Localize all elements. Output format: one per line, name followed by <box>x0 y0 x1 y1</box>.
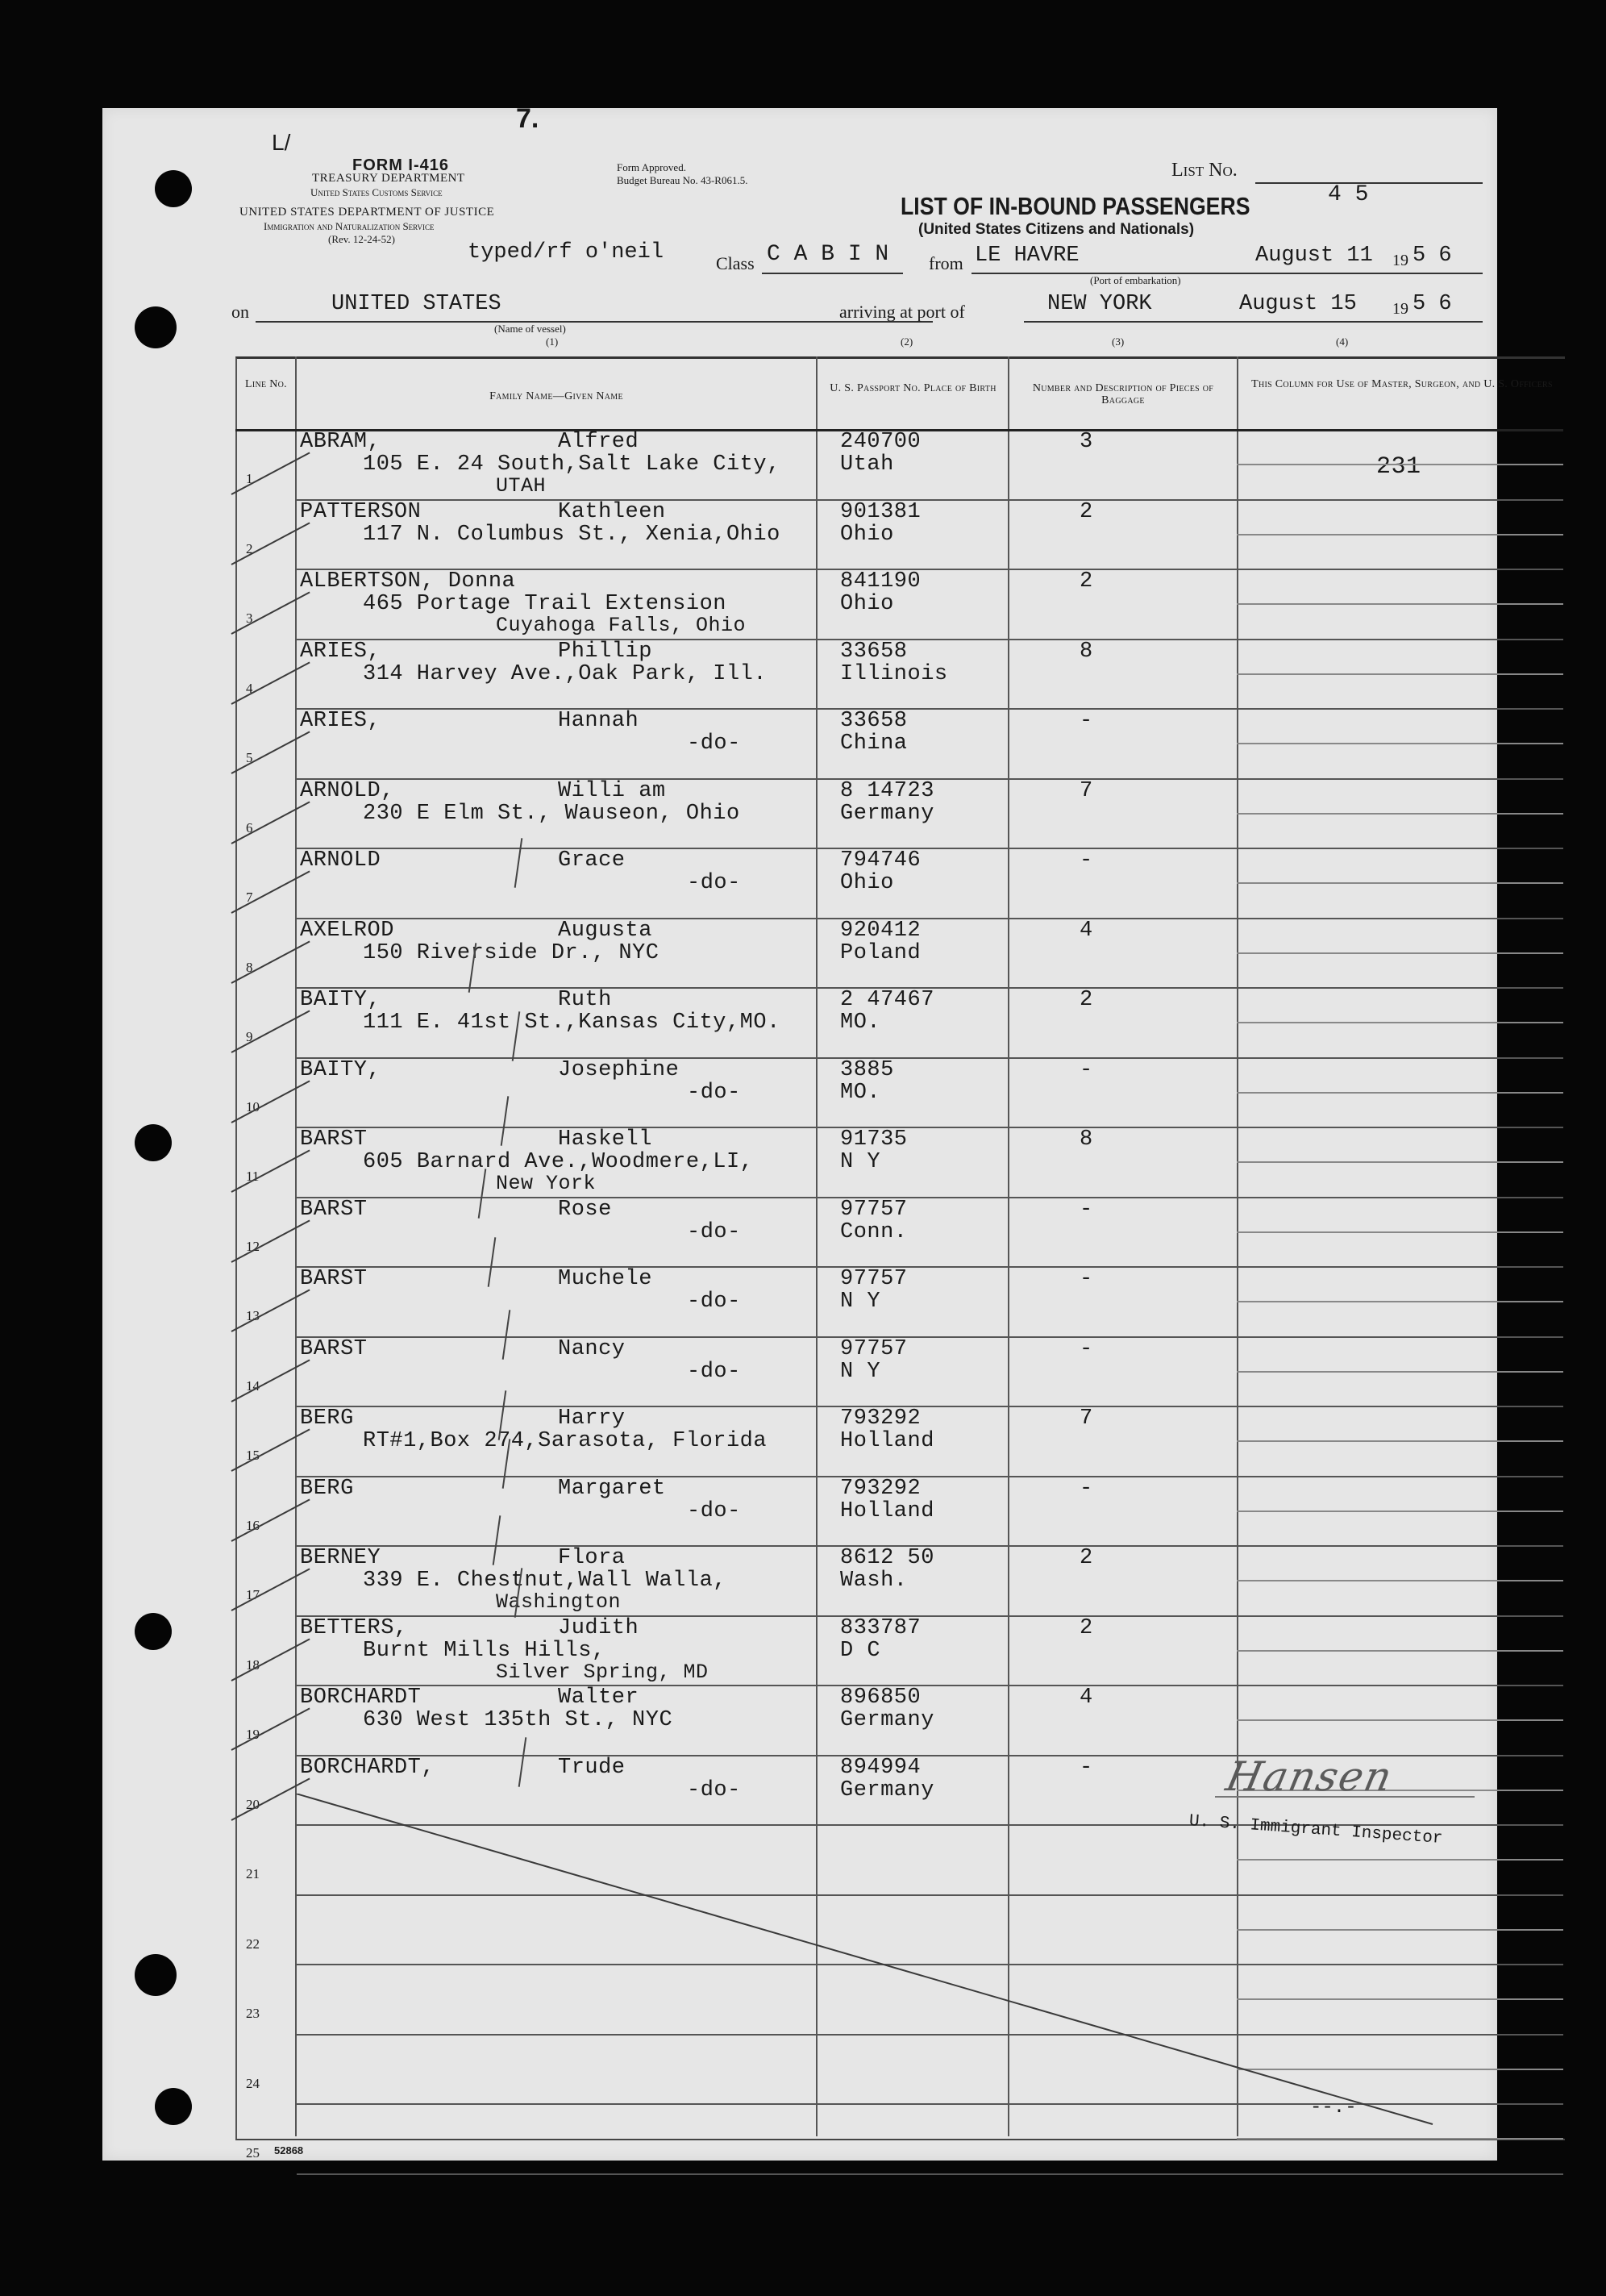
place-of-birth: Germany <box>840 801 934 826</box>
line-number: 9 <box>246 1029 253 1044</box>
officer-mid-line <box>1237 952 1563 954</box>
officer-mid-line <box>1237 1371 1563 1373</box>
address-line-2: Silver Spring, MD <box>496 1660 709 1684</box>
passport-number: 91735 <box>840 1127 908 1152</box>
address-line-1: 605 Barnard Ave.,Woodmere,LI, <box>363 1150 754 1174</box>
given-name: Haskell <box>558 1127 652 1152</box>
departure-year-prefix: 19 <box>1392 252 1408 269</box>
row-divider <box>297 1406 1563 1407</box>
address-line-1: -do- <box>687 731 741 756</box>
place-of-birth: N Y <box>840 1150 881 1174</box>
baggage-count: 2 <box>1080 1546 1093 1570</box>
given-name: Phillip <box>558 639 652 664</box>
passport-number: 793292 <box>840 1406 922 1431</box>
address-line-1: 117 N. Columbus St., Xenia,Ohio <box>363 522 780 547</box>
row-divider <box>297 708 1563 710</box>
given-name: Grace <box>558 848 626 873</box>
family-name: BARST <box>300 1336 368 1361</box>
revision: (Rev. 12-24-52) <box>328 233 395 245</box>
passport-number: 97757 <box>840 1336 908 1361</box>
row-divider <box>297 1127 1563 1128</box>
family-name: BERG <box>300 1476 354 1501</box>
given-name: Margaret <box>558 1476 666 1501</box>
corner-mark: L/ <box>272 130 291 155</box>
baggage-count: 3 <box>1080 430 1093 454</box>
baggage-count: - <box>1080 848 1093 873</box>
officer-mid-line <box>1237 1161 1563 1163</box>
baggage-count: 2 <box>1080 988 1093 1012</box>
given-name: Willi am <box>558 778 666 803</box>
line-number: 23 <box>246 2006 260 2021</box>
row-divider <box>297 1615 1563 1617</box>
officer-mid-line <box>1237 1440 1563 1442</box>
family-name: ALBERTSON, Donna <box>300 569 516 594</box>
header-officers: This Column for Use of Master, Surgeon, and U. S. Officers <box>1251 378 1553 390</box>
passport-number: 833787 <box>840 1615 922 1640</box>
baggage-count: 7 <box>1080 1406 1093 1431</box>
inspector-title: U. S. Immigrant Inspector <box>1188 1812 1444 1848</box>
bottom-mark: --.- <box>1310 2097 1357 2119</box>
signature-line <box>1215 1796 1475 1798</box>
arrival-date: August 15 <box>1239 292 1357 316</box>
officer-mid-line <box>1237 882 1563 884</box>
departure-year: 5 6 <box>1413 244 1452 268</box>
address-line-1: 105 E. 24 South,Salt Lake City, <box>363 452 780 477</box>
line-number: 22 <box>246 1936 260 1952</box>
form-title: LIST OF IN-BOUND PASSENGERS <box>901 192 1250 220</box>
address-line-1: -do- <box>687 1359 741 1384</box>
given-name: Kathleen <box>558 499 666 524</box>
place-of-birth: Poland <box>840 940 922 965</box>
punch-hole <box>135 1954 177 1996</box>
family-name: BAITY, <box>300 1057 381 1082</box>
family-name: BARST <box>300 1127 368 1152</box>
arriving-label: arriving at port of <box>839 302 965 322</box>
officer-mid-line <box>1237 2138 1563 2140</box>
place-of-birth: N Y <box>840 1359 881 1384</box>
row-divider <box>297 1266 1563 1268</box>
line-number: 5 <box>246 750 253 765</box>
place-of-birth: Utah <box>840 452 894 477</box>
row-divider <box>297 499 1563 501</box>
passport-number: 896850 <box>840 1686 922 1710</box>
punch-hole <box>135 1124 172 1161</box>
baggage-count: - <box>1080 1267 1093 1291</box>
class-line <box>762 273 903 274</box>
family-name: BERNEY <box>300 1546 381 1570</box>
form-sheet <box>102 103 1553 2161</box>
line-number: 19 <box>246 1727 260 1742</box>
budget-bureau: Budget Bureau No. 43-R061.5. <box>617 174 748 186</box>
baggage-count: - <box>1080 1197 1093 1222</box>
line-number: 7 <box>246 890 253 905</box>
passport-number: 8612 50 <box>840 1546 934 1570</box>
given-name: Flora <box>558 1546 626 1570</box>
address-line-2: Cuyahoga Falls, Ohio <box>496 614 747 637</box>
officer-mid-line <box>1237 534 1563 535</box>
passport-number: 33658 <box>840 639 908 664</box>
officer-mid-line <box>1237 1650 1563 1652</box>
port-line <box>1024 321 1483 323</box>
passport-number: 794746 <box>840 848 922 873</box>
family-name: BORCHARDT, <box>300 1755 435 1780</box>
address-line-1: 630 West 135th St., NYC <box>363 1708 673 1732</box>
line-number: 2 <box>246 540 253 556</box>
line-number: 12 <box>246 1238 260 1254</box>
passport-number: 894994 <box>840 1755 922 1780</box>
address-line-1: 111 E. 41st St.,Kansas City,MO. <box>363 1010 780 1035</box>
address-line-1: -do- <box>687 1498 741 1523</box>
column-4-number: (4) <box>1336 335 1349 348</box>
officer-mid-line <box>1237 743 1563 744</box>
justice-dept: UNITED STATES DEPARTMENT OF JUSTICE <box>239 206 495 219</box>
officer-mid-line <box>1237 603 1563 605</box>
baggage-count: 8 <box>1080 1127 1093 1152</box>
line-number: 3 <box>246 610 253 626</box>
given-name: Harry <box>558 1406 626 1431</box>
header-name: Family Name—Given Name <box>489 390 623 402</box>
passport-number: 2 47467 <box>840 988 934 1012</box>
place-of-birth: China <box>840 731 908 756</box>
row-divider <box>297 918 1563 919</box>
class-value: C A B I N <box>767 242 889 267</box>
line-number: 17 <box>246 1587 260 1602</box>
row-divider <box>297 1057 1563 1059</box>
place-of-birth: MO. <box>840 1080 881 1105</box>
port-value: NEW YORK <box>1047 292 1152 316</box>
list-no-value: 4 5 <box>1328 182 1369 207</box>
baggage-count: - <box>1080 1476 1093 1501</box>
list-no-line <box>1255 182 1483 184</box>
arrival-year-prefix: 19 <box>1392 300 1408 318</box>
punch-hole <box>135 306 177 348</box>
baggage-count: - <box>1080 1057 1093 1082</box>
family-name: PATTERSON <box>300 499 422 524</box>
family-name: ARIES, <box>300 639 381 664</box>
line-number: 14 <box>246 1377 260 1394</box>
place-of-birth: MO. <box>840 1010 881 1035</box>
passport-number: 841190 <box>840 569 922 594</box>
print-code: 52868 <box>274 2144 304 2156</box>
family-name: AXELROD <box>300 918 394 943</box>
passport-number: 33658 <box>840 709 908 733</box>
line-number: 10 <box>246 1098 260 1115</box>
given-name: Josephine <box>558 1057 680 1082</box>
place-of-birth: Conn. <box>840 1219 908 1244</box>
baggage-count: 2 <box>1080 499 1093 524</box>
column-1-number: (1) <box>546 335 559 348</box>
from-label: from <box>929 253 963 273</box>
place-of-birth: Wash. <box>840 1569 908 1593</box>
passport-number: 240700 <box>840 430 922 454</box>
punch-hole <box>155 2088 192 2125</box>
header-passport: U. S. Passport No. Place of Birth <box>830 382 996 394</box>
officer-mid-line <box>1237 673 1563 675</box>
baggage-count: 2 <box>1080 1615 1093 1640</box>
from-line <box>972 273 1483 274</box>
on-label: on <box>231 302 249 322</box>
officer-mid-line <box>1237 1231 1563 1233</box>
line-number: 1 <box>246 471 253 486</box>
address-line-1: 150 Riverside Dr., NYC <box>363 940 659 965</box>
officer-mid-line <box>1237 1092 1563 1094</box>
address-line-1: -do- <box>687 1219 741 1244</box>
officer-mid-line <box>1237 1301 1563 1302</box>
customs-service: United States Customs Service <box>310 186 443 198</box>
officer-mid-line <box>1237 813 1563 815</box>
family-name: BAITY, <box>300 988 381 1012</box>
arrival-year: 5 6 <box>1413 292 1452 316</box>
baggage-count: 7 <box>1080 778 1093 803</box>
ins-service: Immigration and Naturalization Service <box>264 220 435 232</box>
line-number: 6 <box>246 819 253 835</box>
given-name: Augusta <box>558 918 652 943</box>
from-value: LE HAVRE <box>975 244 1080 268</box>
inspector-signature: Hansen <box>1221 1753 1398 1800</box>
line-number: 24 <box>246 2075 260 2091</box>
given-name: Hannah <box>558 709 639 733</box>
family-name: ABRAM, <box>300 430 381 454</box>
family-name: ARNOLD <box>300 848 381 873</box>
line-number: 8 <box>246 959 253 975</box>
punch-hole <box>135 1613 172 1650</box>
line-number: 15 <box>246 1448 260 1463</box>
family-name: ARIES, <box>300 709 381 733</box>
given-name: Nancy <box>558 1336 626 1361</box>
passport-number: 97757 <box>840 1197 908 1222</box>
departure-date: August 11 <box>1255 244 1373 268</box>
family-name: BORCHARDT <box>300 1686 422 1710</box>
list-no-label: List No. <box>1171 160 1238 181</box>
address-line-2: Washington <box>496 1590 622 1614</box>
class-label: Class <box>716 253 755 273</box>
place-of-birth: D C <box>840 1638 881 1663</box>
baggage-count: - <box>1080 1755 1093 1780</box>
row-divider <box>297 1197 1563 1198</box>
top-mark: 7. <box>516 103 539 134</box>
place-of-birth: N Y <box>840 1290 881 1314</box>
address-line-2: UTAH <box>496 474 547 498</box>
baggage-count: 2 <box>1080 569 1093 594</box>
line-number: 4 <box>246 680 253 696</box>
line-number: 21 <box>246 1866 260 1881</box>
line-number: 16 <box>246 1517 260 1533</box>
address-line-1: -do- <box>687 1290 741 1314</box>
officer-mid-line <box>1237 1022 1563 1023</box>
form-number: FORM I-416 <box>352 156 450 174</box>
address-line-1: 230 E Elm St., Wauseon, Ohio <box>363 801 740 826</box>
officer-note: 231 <box>1376 453 1421 481</box>
embarkation-note: (Port of embarkation) <box>1090 274 1181 286</box>
line-number: 20 <box>246 1796 260 1812</box>
address-line-1: 314 Harvey Ave.,Oak Park, Ill. <box>363 661 768 686</box>
given-name: Muchele <box>558 1267 652 1291</box>
family-name: BETTERS, <box>300 1615 408 1640</box>
given-name: Ruth <box>558 988 612 1012</box>
given-name: Trude <box>558 1755 626 1780</box>
family-name: BERG <box>300 1406 354 1431</box>
line-number: 11 <box>246 1169 260 1184</box>
passport-number: 8 14723 <box>840 778 934 803</box>
line-number: 13 <box>246 1308 260 1323</box>
row-divider <box>297 2173 1563 2175</box>
given-name: Rose <box>558 1197 612 1222</box>
column-3-number: (3) <box>1112 335 1125 348</box>
officer-mid-line <box>1237 1511 1563 1512</box>
baggage-count: - <box>1080 709 1093 733</box>
line-number: 18 <box>246 1656 260 1673</box>
given-name: Walter <box>558 1686 639 1710</box>
family-name: ARNOLD, <box>300 778 394 803</box>
baggage-count: 4 <box>1080 1686 1093 1710</box>
row-divider <box>297 639 1563 640</box>
officer-mid-line <box>1237 1719 1563 1721</box>
passport-number: 793292 <box>840 1476 922 1501</box>
family-name: BARST <box>300 1267 368 1291</box>
header-line-no: Line No. <box>245 378 287 390</box>
place-of-birth: Ohio <box>840 592 894 616</box>
passport-number: 3885 <box>840 1057 894 1082</box>
vessel-value: UNITED STATES <box>331 292 501 316</box>
address-line-1: -do- <box>687 1080 741 1105</box>
passport-number: 97757 <box>840 1267 908 1291</box>
treasury-dept: TREASURY DEPARTMENT <box>312 172 465 185</box>
form-subtitle: (United States Citizens and Nationals) <box>918 221 1195 238</box>
passport-number: 920412 <box>840 918 922 943</box>
given-name: Judith <box>558 1615 639 1640</box>
place-of-birth: Ohio <box>840 522 894 547</box>
form-approved: Form Approved. <box>617 161 686 173</box>
family-name: BARST <box>300 1197 368 1222</box>
row-divider <box>297 1476 1563 1477</box>
vessel-note: (Name of vessel) <box>494 323 566 335</box>
address-line-1: -do- <box>687 871 741 895</box>
punch-hole <box>155 170 192 207</box>
header-baggage: Number and Description of Pieces of Baggage <box>1032 382 1214 406</box>
line-number: 25 <box>246 2145 260 2161</box>
row-divider <box>297 848 1563 849</box>
address-line-2: New York <box>496 1172 597 1195</box>
place-of-birth: Ohio <box>840 871 894 895</box>
address-line-1: 339 E. Chestnut,Wall Walla, <box>363 1569 726 1593</box>
given-name: Alfred <box>558 430 639 454</box>
place-of-birth: Germany <box>840 1708 934 1732</box>
passport-number: 901381 <box>840 499 922 524</box>
typed-by: typed/rf o'neil <box>468 240 664 265</box>
place-of-birth: Holland <box>840 1498 934 1523</box>
officer-mid-line <box>1237 464 1563 465</box>
column-2-number: (2) <box>901 335 913 348</box>
place-of-birth: Holland <box>840 1429 934 1453</box>
vessel-line <box>256 321 933 323</box>
address-line-1: Burnt Mills Hills, <box>363 1638 605 1663</box>
baggage-count: 8 <box>1080 639 1093 664</box>
place-of-birth: Germany <box>840 1777 934 1802</box>
baggage-count: - <box>1080 1336 1093 1361</box>
address-line-1: 465 Portage Trail Extension <box>363 592 726 616</box>
row-divider <box>297 1685 1563 1686</box>
officer-mid-line <box>1237 1580 1563 1581</box>
address-line-1: -do- <box>687 1777 741 1802</box>
place-of-birth: Illinois <box>840 661 948 686</box>
address-line-1: RT#1,Box 274,Sarasota, Florida <box>363 1429 768 1453</box>
cancel-line <box>296 1794 1444 2132</box>
row-divider <box>297 1336 1563 1338</box>
baggage-count: 4 <box>1080 918 1093 943</box>
